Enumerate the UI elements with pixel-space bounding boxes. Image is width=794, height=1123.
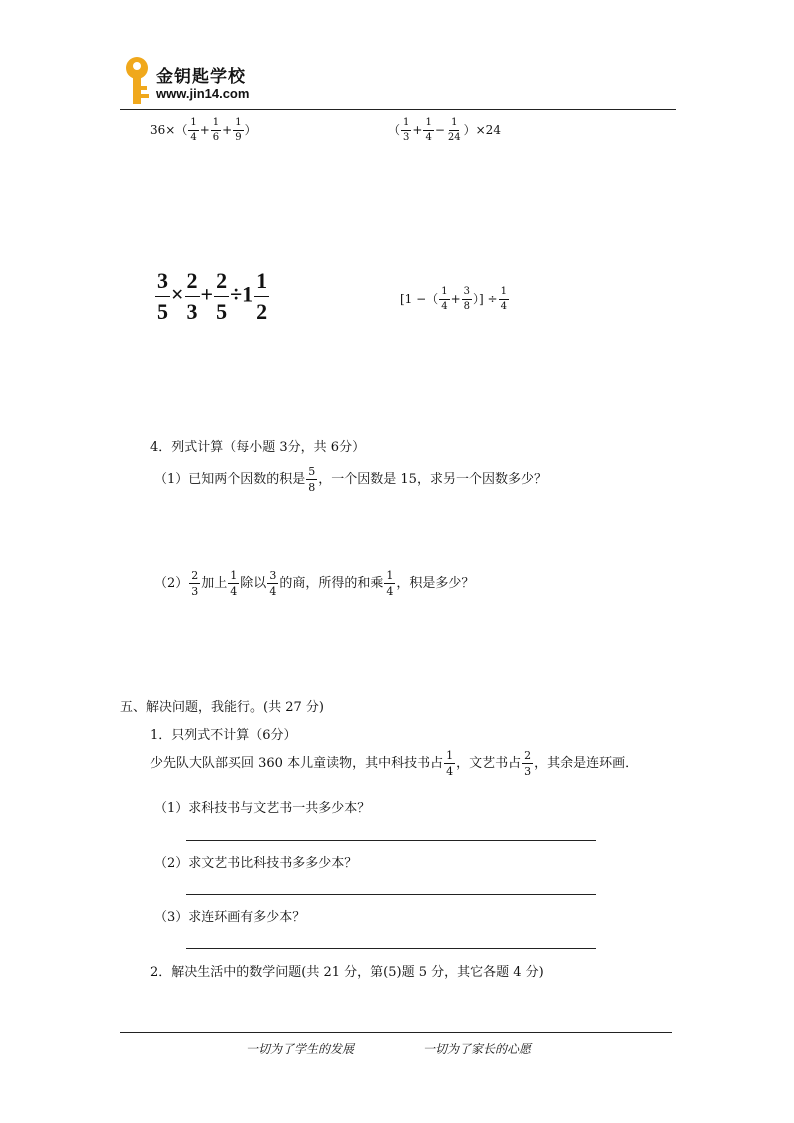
problem-3: $\frac{3}{5}$ × $\frac{2}{3}$ + $\frac{2}{5}$ ÷1 $\frac{1}{2}$	[157, 268, 268, 324]
section-5-story: 少先队大队部买回 360 本儿童读物，其中科技书占 $\frac{1}{4}$ ，文艺书占 $\frac{2}{3}$ ，其余是连环画．	[150, 749, 639, 778]
section-5-sub2: 2．解决生活中的数学问题(共 21 分，第(5)题 5 分，其它各题 4 分)	[150, 965, 544, 980]
section-5-sub1: 1．只列式不计算（6分）	[150, 728, 297, 743]
section-4-title: 4．列式计算（每小题 3分，共 6分）	[150, 440, 366, 455]
problem-1: 36×（ $\frac{1}{4}$ + $\frac{1}{6}$ + $\frac{1}{9}$ ）	[150, 117, 257, 143]
logo-text: 金钥匙学校	[156, 67, 246, 87]
key-icon	[120, 56, 156, 106]
footer-divider	[120, 1032, 672, 1033]
section-5-q1: （1）求科技书与文艺书一共多少本？	[154, 801, 371, 816]
logo	[120, 56, 280, 108]
footer-right: 一切为了家长的心愿	[423, 1042, 532, 1056]
problem-4: [1 −（ $\frac{1}{4}$ + $\frac{3}{8}$ ）] ÷ $\frac{1}{4}$	[400, 286, 507, 312]
section-4-q1: （1）已知两个因数的积是 $\frac{5}{8}$ ，一个因数是 15，求另一个因数多少？	[154, 465, 547, 494]
answer-line-1[interactable]	[186, 840, 596, 841]
section-4-q2: （2） $\frac{2}{3}$ 加上 $\frac{1}{4}$ 除以 $\frac{3}{4}$ 的商，所得的和乘 $\frac{1}{4}$ ，积是多少？	[154, 569, 475, 598]
section-5-title: 五、解决问题，我能行。(共 27 分)	[120, 700, 324, 715]
section-5-q2: （2）求文艺书比科技书多多少本？	[154, 856, 358, 871]
answer-line-2[interactable]	[186, 894, 596, 895]
section-5-q3: （3）求连环画有多少本？	[154, 910, 306, 925]
answer-line-3[interactable]	[186, 948, 596, 949]
header-divider	[120, 109, 676, 110]
logo-url: www.jin14.com	[156, 86, 250, 101]
footer-left: 一切为了学生的发展	[246, 1042, 355, 1056]
problem-2: （ $\frac{1}{3}$ + $\frac{1}{4}$ − $\frac{1}{24}$ ）×24	[388, 117, 501, 143]
